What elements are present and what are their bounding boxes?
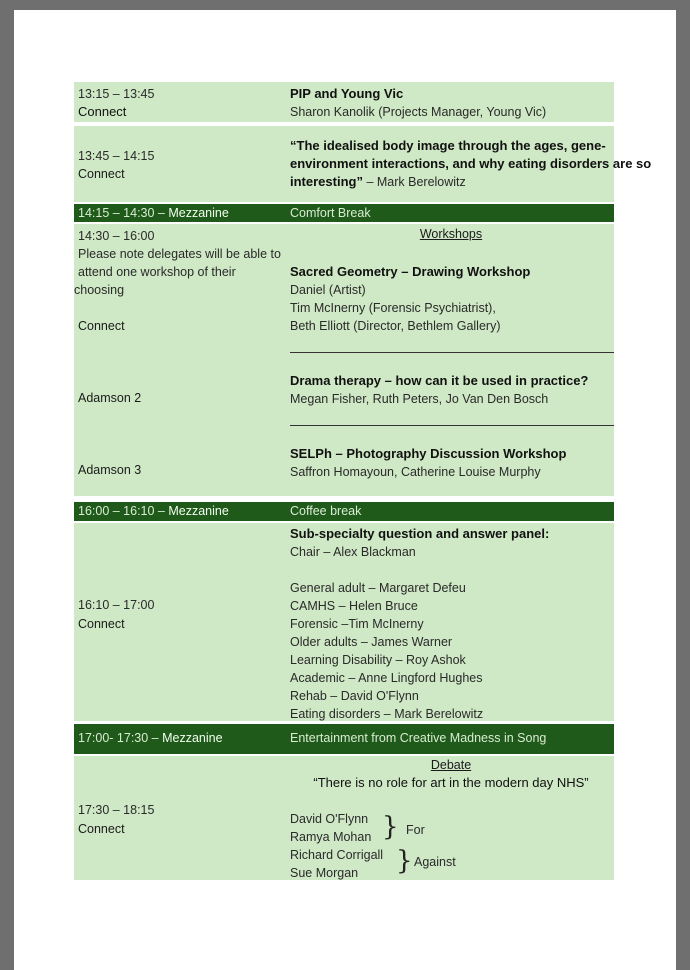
workshop-title: Sacred Geometry – Drawing Workshop (290, 264, 531, 279)
workshop-room: Connect (78, 319, 125, 333)
break-time-text: 17:00- 17:30 – (78, 731, 163, 745)
debate-for-speaker: David O'Flynn (290, 812, 369, 826)
break-title: Entertainment from Creative Madness in Song (290, 731, 547, 745)
session-title-line: environment interactions, and why eating disorders are so (290, 156, 652, 171)
debate-room: Connect (78, 822, 125, 836)
break-time (78, 504, 229, 518)
debate-against-speaker: Richard Corrigall (290, 848, 384, 862)
session-speaker: Sharon Kanolik (Projects Manager, Young Vic) (290, 105, 547, 119)
panel-member: Forensic –Tim McInerny (290, 617, 424, 631)
panel-member: General adult – Margaret Defeu (290, 581, 466, 595)
workshop-note-line: attend one workshop of their (78, 265, 236, 279)
panel-chair: Chair – Alex Blackman (290, 545, 416, 559)
debate-for-speaker: Ramya Mohan (290, 830, 372, 844)
break-title: Comfort Break (290, 206, 371, 220)
workshops-row (74, 224, 614, 496)
break-title: Coffee break (290, 504, 362, 518)
workshop-facilitator: Tim McInerny (Forensic Psychiatrist), (290, 301, 496, 315)
session-row-body-image (74, 126, 652, 202)
break-room: Mezzanine (168, 504, 229, 518)
panel-member: Eating disorders – Mark Berelowitz (290, 707, 484, 721)
debate-row (74, 756, 614, 880)
break-room: Mezzanine (168, 206, 229, 220)
brace-icon: } (396, 846, 413, 876)
workshop-note-line: Please note delegates will be able to (78, 247, 281, 261)
workshops-heading: Workshops (419, 227, 483, 241)
workshop-divider (290, 425, 614, 426)
workshop-note-line: choosing (74, 283, 125, 297)
break-room: Mezzanine (162, 731, 223, 745)
brace-icon: } (382, 812, 399, 842)
panel-member: Older adults – James Warner (290, 635, 453, 649)
workshop-time: 14:30 – 16:00 (78, 229, 155, 243)
debate-for-label: For (406, 823, 425, 837)
session-title-end (290, 173, 612, 191)
workshop-divider (290, 352, 614, 353)
workshop-title: Drama therapy – how can it be used in practice? (290, 373, 589, 388)
debate-time: 17:30 – 18:15 (78, 803, 155, 817)
workshop-facilitator: Saffron Homayoun, Catherine Louise Murphy (290, 465, 541, 479)
debate-against-speaker: Sue Morgan (290, 866, 359, 880)
panel-time: 16:10 – 17:00 (78, 598, 155, 612)
break-row-coffee (74, 502, 614, 521)
workshop-facilitator: Beth Elliott (Director, Bethlem Gallery) (290, 319, 501, 333)
panel-member: Learning Disability – Roy Ashok (290, 653, 466, 667)
panel-title: Sub-specialty question and answer panel: (290, 526, 550, 541)
session-room: Connect (78, 167, 125, 181)
panel-room: Connect (78, 617, 125, 631)
session-speaker: – Mark Berelowitz (362, 175, 466, 189)
session-room: Connect (78, 104, 127, 119)
session-row-pip (74, 82, 614, 122)
panel-row (74, 523, 614, 721)
break-time (78, 731, 223, 745)
debate-against-label: Against (414, 855, 456, 869)
panel-member: Academic – Anne Lingford Hughes (290, 671, 483, 685)
workshop-room: Adamson 3 (78, 463, 142, 477)
break-time-text: 16:00 – 16:10 – (78, 504, 169, 518)
session-time: 13:15 – 13:45 (78, 87, 155, 101)
panel-member: Rehab – David O'Flynn (290, 689, 419, 703)
debate-heading: Debate (430, 758, 472, 772)
break-row-comfort (74, 204, 614, 222)
workshop-facilitator: Megan Fisher, Ruth Peters, Jo Van Den Bosch (290, 392, 549, 406)
workshop-title: SELPh – Photography Discussion Workshop (290, 446, 567, 461)
session-title: PIP and Young Vic (290, 86, 404, 101)
session-time: 13:45 – 14:15 (78, 149, 155, 163)
break-row-entertainment (74, 724, 614, 754)
debate-motion: “There is no role for art in the modern day NHS” (313, 775, 589, 790)
break-time-text: 14:15 – 14:30 – (78, 206, 169, 220)
workshop-room: Adamson 2 (78, 391, 142, 405)
break-time (78, 206, 229, 220)
session-title-line: “The idealised body image through the ages, gene- (290, 138, 606, 153)
workshop-facilitator: Daniel (Artist) (290, 283, 366, 297)
session-title-line: interesting” (290, 174, 363, 189)
panel-member: CAMHS – Helen Bruce (290, 599, 418, 613)
